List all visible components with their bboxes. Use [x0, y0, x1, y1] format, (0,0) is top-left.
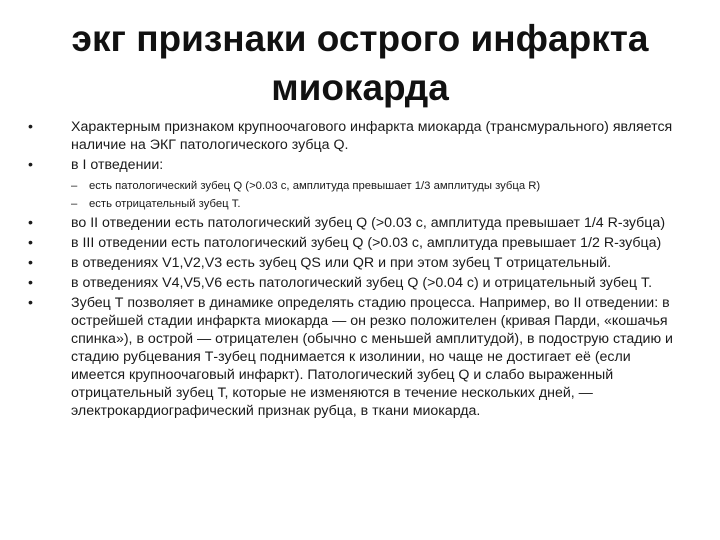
bullet-icon: • [28, 215, 33, 231]
bullet-item [28, 118, 688, 154]
sub-bullet-text: есть патологический зубец Q (>0.03 с, амплитуда превышает 1/3 амплитуды зубца R) [89, 180, 541, 192]
bullet-item [28, 254, 688, 272]
bullet-text: в отведениях V4,V5,V6 есть патологический зубец Q (>0.04 с) и отрицательный зубец Т. [71, 275, 653, 291]
bullet-text: во II отведении есть патологический зубец Q (>0.03 с, амплитуда превышает 1/4 R-зубца) [71, 215, 666, 231]
bullet-item [28, 274, 688, 292]
sub-bullet-item [28, 178, 688, 194]
slide-title [60, 14, 660, 112]
bullet-text: в отведениях V1,V2,V3 есть зубец QS или QR и при этом зубец T отрицательный. [71, 255, 612, 271]
bullet-text: Характерным признаком крупноочагового инфаркта миокарда (трансмурального) является наличие на ЭКГ патологического зубца Q. [71, 119, 673, 153]
bullet-icon: • [28, 295, 33, 311]
slide-title-line-2: миокарда [271, 67, 449, 108]
sub-bullet-text: есть отрицательный зубец Т. [89, 198, 241, 210]
bullet-item [28, 156, 688, 174]
bullet-item [28, 234, 688, 252]
bullet-text: Зубец Т позволяет в динамике определять стадию процесса. Например, во II отведении: в острейшей стадии инфаркта миокарда — он резко положителен (кривая Парди, «кошачья спинка»), в острой — отрицателен (обычно с меньшей амплитудой), в подострую стадию и стадию рубцевания Т-зубец поднимается к изолинии, но чаще не достигает её (если имеется крупноочаговый инфаркт). Патологический зубец Q и слабо выраженный отрицательный зубец Т, которые не изменяются в течение нескольких дней, — электрокардиографический признак рубца, в ткани миокарда. [71, 295, 673, 419]
bullet-text: в I отведении: [71, 157, 164, 173]
slide-title-line-1: экг признаки острого инфаркта [71, 18, 649, 59]
bullet-icon: • [28, 255, 33, 271]
bullet-list [28, 118, 688, 420]
bullet-icon: • [28, 235, 33, 251]
sub-bullet-item [28, 196, 688, 212]
bullet-icon: • [28, 119, 33, 135]
bullet-icon: • [28, 157, 33, 173]
bullet-item [28, 214, 688, 232]
bullet-icon: • [28, 275, 33, 291]
bullet-text: в III отведении есть патологический зубец Q (>0.03 с, амплитуда превышает 1/2 R-зубца) [71, 235, 662, 251]
bullet-item [28, 294, 688, 420]
dash-icon: – [71, 198, 78, 210]
dash-icon: – [71, 180, 78, 192]
